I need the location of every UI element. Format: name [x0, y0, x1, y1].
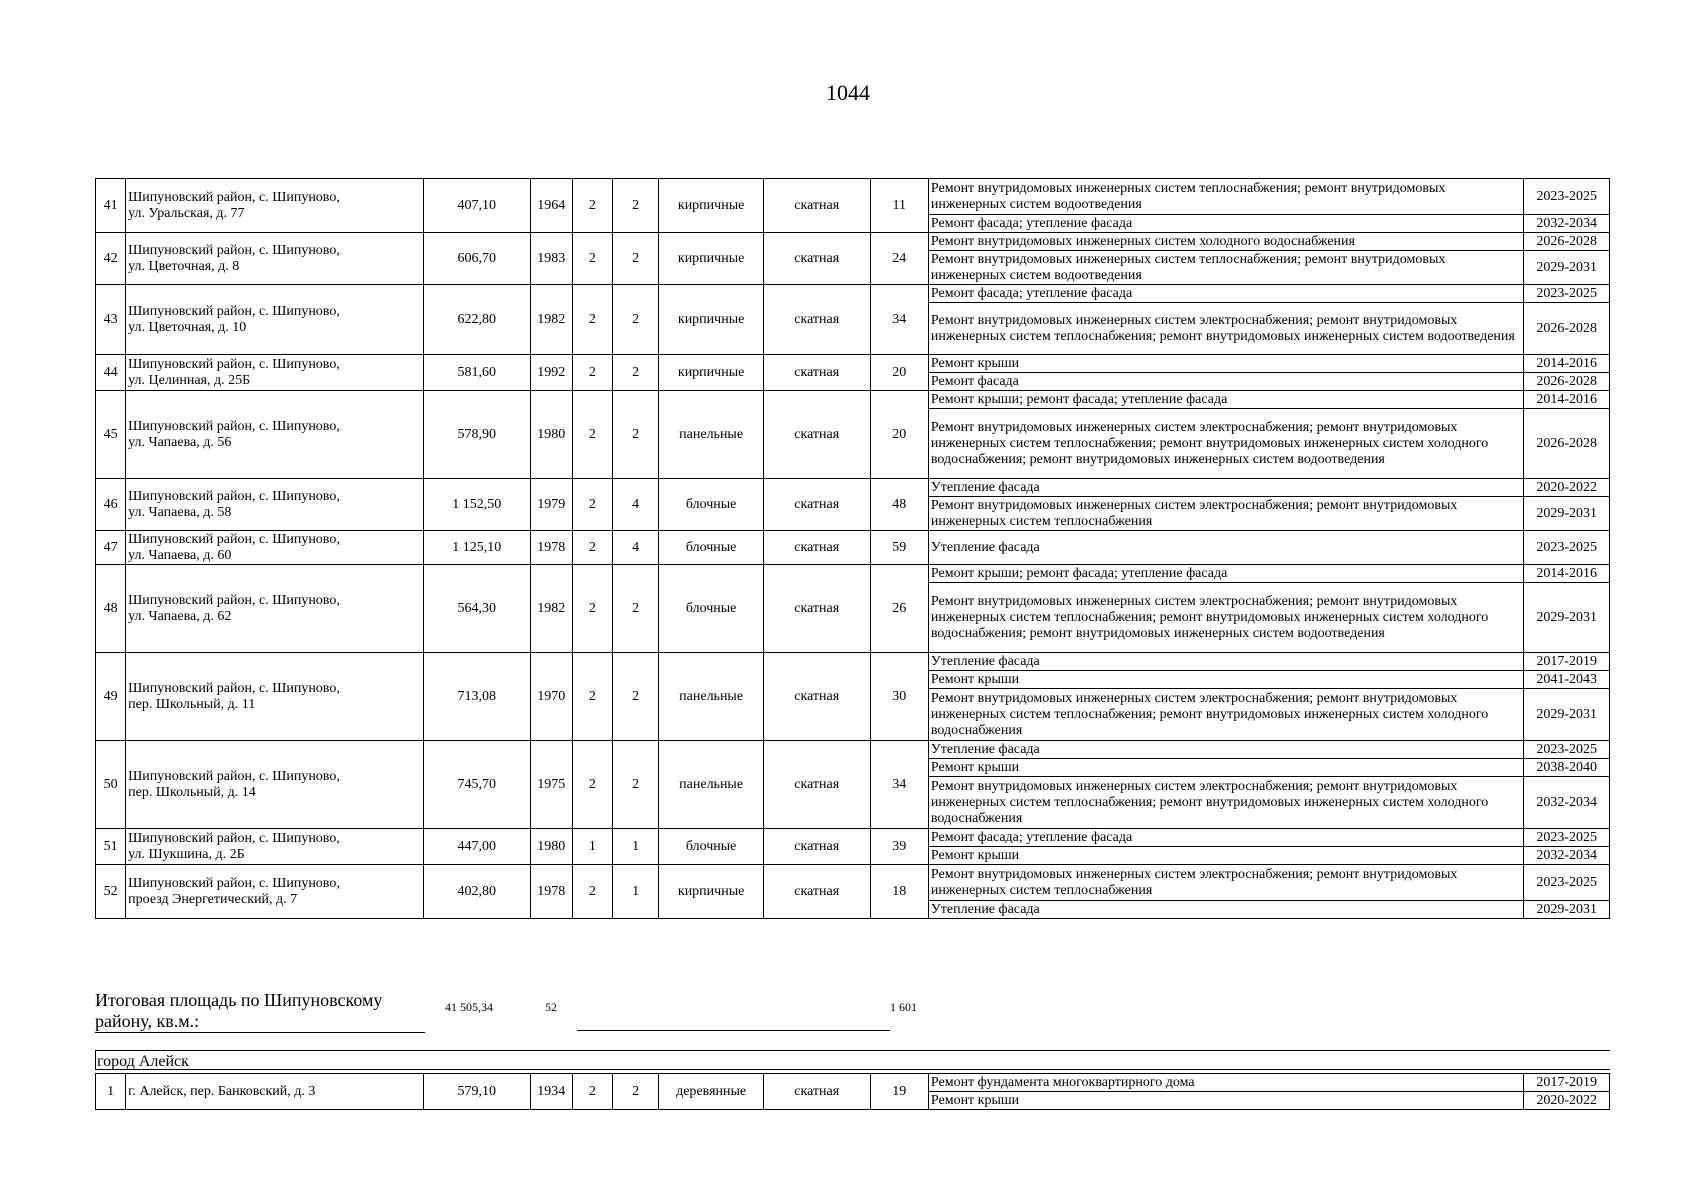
area-cell: 578,90 [423, 391, 530, 479]
area-cell: 581,60 [423, 355, 530, 391]
entrances-cell: 2 [613, 285, 659, 355]
entrances-cell: 1 [613, 865, 659, 919]
work-period: 2023-2025 [1524, 865, 1610, 901]
work-period: 2038-2040 [1524, 759, 1610, 777]
work-period: 2029-2031 [1524, 583, 1610, 653]
roof-cell: скатная [763, 479, 870, 531]
work-period: 2023-2025 [1524, 179, 1610, 215]
entrances-cell: 2 [613, 565, 659, 653]
table-row [96, 531, 1610, 565]
work-period: 2020-2022 [1524, 1092, 1610, 1110]
row-number: 46 [96, 479, 126, 531]
entrances-cell: 2 [613, 355, 659, 391]
work-description: Ремонт крыши [928, 1092, 1524, 1110]
floors-cell: 2 [572, 865, 612, 919]
address-cell [126, 741, 424, 829]
material-cell: панельные [659, 741, 764, 829]
year-cell: 1980 [530, 391, 572, 479]
floors-cell: 2 [572, 741, 612, 829]
address-cell [126, 355, 424, 391]
address-line-2: пер. Школьный, д. 14 [128, 784, 256, 800]
address-line-2: ул. Шукшина, д. 2Б [128, 846, 245, 862]
work-description: Ремонт внутридомовых инженерных систем электроснабжения; ремонт внутридомовых инженерных систем теплоснабжения; ремонт внутридомовых инженерных систем водоотведения [928, 303, 1524, 355]
address-cell [126, 531, 424, 565]
material-cell: блочные [659, 829, 764, 865]
address-line-1: Шипуновский район, с. Шипуново, [128, 768, 340, 784]
entrances-cell: 2 [613, 179, 659, 233]
address-line-2: ул. Чапаева, д. 58 [128, 504, 232, 520]
address-line-2: проезд Энергетический, д. 7 [128, 891, 298, 907]
address-line-1: Шипуновский район, с. Шипуново, [128, 189, 340, 205]
material-cell: кирпичные [659, 179, 764, 233]
floors-cell: 2 [572, 179, 612, 233]
material-cell: кирпичные [659, 865, 764, 919]
roof-cell: скатная [763, 653, 870, 741]
entrances-cell: 2 [613, 741, 659, 829]
entrances-cell: 4 [613, 531, 659, 565]
work-description: Ремонт внутридомовых инженерных систем электроснабжения; ремонт внутридомовых инженерных систем теплоснабжения; ремонт внутридомовых инженерных систем холодного водоснабжения [928, 689, 1524, 741]
address-line-1: Шипуновский район, с. Шипуново, [128, 242, 340, 258]
work-period: 2026-2028 [1524, 373, 1610, 391]
work-description: Утепление фасада [928, 531, 1524, 565]
residents-cell: 34 [870, 741, 928, 829]
work-period: 2014-2016 [1524, 355, 1610, 373]
entrances-cell: 2 [613, 391, 659, 479]
residents-cell: 20 [870, 391, 928, 479]
floors-cell: 1 [572, 829, 612, 865]
area-cell: 1 152,50 [423, 479, 530, 531]
area-cell: 606,70 [423, 233, 530, 285]
table-row [96, 829, 1610, 847]
work-description: Ремонт внутридомовых инженерных систем электроснабжения; ремонт внутридомовых инженерных систем теплоснабжения; ремонт внутридомовых инженерных систем холодного водоснабжения [928, 777, 1524, 829]
total-count: 52 [545, 1000, 557, 1014]
row-number: 51 [96, 829, 126, 865]
work-description: Ремонт внутридомовых инженерных систем электроснабжения; ремонт внутридомовых инженерных систем теплоснабжения; ремонт внутридомовых инженерных систем холодного водоснабжения; ремонт внутридомовых инженерных систем водоотведения [928, 409, 1524, 479]
entrances-cell: 2 [613, 233, 659, 285]
year-cell: 1980 [530, 829, 572, 865]
work-period: 2023-2025 [1524, 285, 1610, 303]
row-number: 47 [96, 531, 126, 565]
floors-cell: 2 [572, 653, 612, 741]
section-title: город Алейск [97, 1053, 189, 1070]
work-period: 2017-2019 [1524, 653, 1610, 671]
floors-cell: 2 [572, 285, 612, 355]
material-cell: кирпичные [659, 233, 764, 285]
area-cell: 447,00 [423, 829, 530, 865]
work-description: Ремонт внутридомовых инженерных систем электроснабжения; ремонт внутридомовых инженерных систем теплоснабжения [928, 865, 1524, 901]
work-period: 2023-2025 [1524, 741, 1610, 759]
residents-cell: 20 [870, 355, 928, 391]
floors-cell: 2 [572, 479, 612, 531]
work-period: 2014-2016 [1524, 565, 1610, 583]
work-period: 2014-2016 [1524, 391, 1610, 409]
address-cell [126, 285, 424, 355]
entrances-cell: 4 [613, 479, 659, 531]
address-line-2: ул. Чапаева, д. 56 [128, 434, 232, 450]
area-cell: 579,10 [423, 1074, 530, 1110]
address-line-1: Шипуновский район, с. Шипуново, [128, 418, 340, 434]
table-row [96, 1074, 1610, 1092]
year-cell: 1964 [530, 179, 572, 233]
address-cell [126, 1074, 424, 1110]
area-cell: 713,08 [423, 653, 530, 741]
roof-cell: скатная [763, 355, 870, 391]
residents-cell: 24 [870, 233, 928, 285]
table-row [96, 179, 1610, 215]
address-line-1: Шипуновский район, с. Шипуново, [128, 592, 340, 608]
roof-cell: скатная [763, 1074, 870, 1110]
floors-cell: 2 [572, 355, 612, 391]
residents-cell: 26 [870, 565, 928, 653]
work-period: 2032-2034 [1524, 215, 1610, 233]
address-line-1: Шипуновский район, с. Шипуново, [128, 356, 340, 372]
material-cell: кирпичные [659, 285, 764, 355]
address-line-2: ул. Чапаева, д. 60 [128, 547, 232, 563]
address-cell [126, 565, 424, 653]
address-line-2: ул. Цветочная, д. 10 [128, 319, 247, 335]
table-row [96, 355, 1610, 373]
year-cell: 1979 [530, 479, 572, 531]
roof-cell: скатная [763, 865, 870, 919]
year-cell: 1934 [530, 1074, 572, 1110]
address-cell [126, 829, 424, 865]
work-description: Утепление фасада [928, 741, 1524, 759]
work-description: Ремонт фасада; утепление фасада [928, 829, 1524, 847]
material-cell: деревянные [659, 1074, 764, 1110]
row-number: 42 [96, 233, 126, 285]
register-table-aleysk [95, 1073, 1610, 1110]
material-cell: блочные [659, 531, 764, 565]
floors-cell: 2 [572, 531, 612, 565]
work-description: Ремонт фасада [928, 373, 1524, 391]
work-period: 2032-2034 [1524, 777, 1610, 829]
address-cell [126, 653, 424, 741]
work-period: 2041-2043 [1524, 671, 1610, 689]
work-description: Ремонт крыши [928, 355, 1524, 373]
work-description: Ремонт крыши [928, 759, 1524, 777]
row-number: 1 [96, 1074, 126, 1110]
work-description: Ремонт фасада; утепление фасада [928, 215, 1524, 233]
address-line-1: Шипуновский район, с. Шипуново, [128, 531, 340, 547]
row-number: 45 [96, 391, 126, 479]
residents-cell: 59 [870, 531, 928, 565]
work-description: Ремонт внутридомовых инженерных систем электроснабжения; ремонт внутридомовых инженерных систем теплоснабжения [928, 497, 1524, 531]
table-row [96, 233, 1610, 251]
address-line-1: Шипуновский район, с. Шипуново, [128, 875, 340, 891]
residents-cell: 19 [870, 1074, 928, 1110]
roof-cell: скатная [763, 233, 870, 285]
material-cell: панельные [659, 653, 764, 741]
roof-cell: скатная [763, 741, 870, 829]
work-description: Утепление фасада [928, 901, 1524, 919]
roof-cell: скатная [763, 179, 870, 233]
floors-cell: 2 [572, 233, 612, 285]
year-cell: 1975 [530, 741, 572, 829]
residents-cell: 34 [870, 285, 928, 355]
address-line-1: Шипуновский район, с. Шипуново, [128, 488, 340, 504]
row-number: 41 [96, 179, 126, 233]
address-cell [126, 865, 424, 919]
work-period: 2032-2034 [1524, 847, 1610, 865]
register-table [95, 178, 1610, 919]
year-cell: 1970 [530, 653, 572, 741]
row-number: 43 [96, 285, 126, 355]
table-row [96, 865, 1610, 901]
year-cell: 1992 [530, 355, 572, 391]
roof-cell: скатная [763, 829, 870, 865]
total-label: Итоговая площадь по Шипуновскому району, кв.м.: [95, 990, 425, 1033]
work-period: 2029-2031 [1524, 901, 1610, 919]
area-cell: 402,80 [423, 865, 530, 919]
section-header-box [95, 1050, 1610, 1070]
address-line-1: г. Алейск, пер. Банковский, д. 3 [128, 1083, 316, 1099]
work-period: 2026-2028 [1524, 303, 1610, 355]
area-cell: 407,10 [423, 179, 530, 233]
area-cell: 622,80 [423, 285, 530, 355]
page-number: 1044 [826, 80, 870, 105]
address-line-2: ул. Чапаева, д. 62 [128, 608, 232, 624]
year-cell: 1982 [530, 565, 572, 653]
floors-cell: 2 [572, 391, 612, 479]
work-description: Утепление фасада [928, 479, 1524, 497]
entrances-cell: 2 [613, 653, 659, 741]
work-description: Ремонт внутридомовых инженерных систем холодного водоснабжения [928, 233, 1524, 251]
year-cell: 1978 [530, 531, 572, 565]
area-cell: 564,30 [423, 565, 530, 653]
residents-cell: 18 [870, 865, 928, 919]
address-cell [126, 391, 424, 479]
row-number: 49 [96, 653, 126, 741]
table-row [96, 741, 1610, 759]
address-line-2: ул. Целинная, д. 25Б [128, 372, 251, 388]
work-period: 2026-2028 [1524, 409, 1610, 479]
work-description: Утепление фасада [928, 653, 1524, 671]
material-cell: блочные [659, 479, 764, 531]
address-cell [126, 233, 424, 285]
material-cell: кирпичные [659, 355, 764, 391]
area-cell: 1 125,10 [423, 531, 530, 565]
work-description: Ремонт внутридомовых инженерных систем теплоснабжения; ремонт внутридомовых инженерных систем водоотведения [928, 179, 1524, 215]
roof-cell: скатная [763, 391, 870, 479]
residents-cell: 48 [870, 479, 928, 531]
total-residents: 1 601 [890, 1000, 917, 1014]
material-cell: панельные [659, 391, 764, 479]
work-description: Ремонт крыши [928, 847, 1524, 865]
work-description: Ремонт внутридомовых инженерных систем теплоснабжения; ремонт внутридомовых инженерных систем водоотведения [928, 251, 1524, 285]
roof-cell: скатная [763, 531, 870, 565]
table-row [96, 565, 1610, 583]
entrances-cell: 1 [613, 829, 659, 865]
work-period: 2020-2022 [1524, 479, 1610, 497]
work-description: Ремонт внутридомовых инженерных систем электроснабжения; ремонт внутридомовых инженерных систем теплоснабжения; ремонт внутридомовых инженерных систем холодного водоснабжения; ремонт внутридомовых инженерных систем водоотведения [928, 583, 1524, 653]
row-number: 50 [96, 741, 126, 829]
work-period: 2029-2031 [1524, 251, 1610, 285]
work-description: Ремонт фасада; утепление фасада [928, 285, 1524, 303]
work-period: 2029-2031 [1524, 689, 1610, 741]
row-number: 44 [96, 355, 126, 391]
address-line-1: Шипуновский район, с. Шипуново, [128, 830, 340, 846]
area-cell: 745,70 [423, 741, 530, 829]
work-period: 2023-2025 [1524, 829, 1610, 847]
work-description: Ремонт фундамента многоквартирного дома [928, 1074, 1524, 1092]
address-cell [126, 179, 424, 233]
work-period: 2026-2028 [1524, 233, 1610, 251]
table-row [96, 285, 1610, 303]
year-cell: 1978 [530, 865, 572, 919]
work-period: 2029-2031 [1524, 497, 1610, 531]
address-line-2: ул. Цветочная, д. 8 [128, 258, 240, 274]
row-number: 52 [96, 865, 126, 919]
material-cell: блочные [659, 565, 764, 653]
roof-cell: скатная [763, 285, 870, 355]
work-period: 2017-2019 [1524, 1074, 1610, 1092]
address-line-1: Шипуновский район, с. Шипуново, [128, 303, 340, 319]
work-description: Ремонт крыши [928, 671, 1524, 689]
residents-cell: 39 [870, 829, 928, 865]
total-underline [577, 1030, 890, 1031]
work-description: Ремонт крыши; ремонт фасада; утепление фасада [928, 565, 1524, 583]
work-description: Ремонт крыши; ремонт фасада; утепление фасада [928, 391, 1524, 409]
table-row [96, 653, 1610, 671]
table-row [96, 479, 1610, 497]
address-line-2: ул. Уральская, д. 77 [128, 205, 245, 221]
table-row [96, 391, 1610, 409]
entrances-cell: 2 [613, 1074, 659, 1110]
residents-cell: 11 [870, 179, 928, 233]
work-period: 2023-2025 [1524, 531, 1610, 565]
year-cell: 1982 [530, 285, 572, 355]
roof-cell: скатная [763, 565, 870, 653]
address-cell [126, 479, 424, 531]
year-cell: 1983 [530, 233, 572, 285]
address-line-2: пер. Школьный, д. 11 [128, 696, 256, 712]
address-line-1: Шипуновский район, с. Шипуново, [128, 680, 340, 696]
floors-cell: 2 [572, 1074, 612, 1110]
total-area: 41 505,34 [445, 1000, 493, 1014]
residents-cell: 30 [870, 653, 928, 741]
row-number: 48 [96, 565, 126, 653]
floors-cell: 2 [572, 565, 612, 653]
